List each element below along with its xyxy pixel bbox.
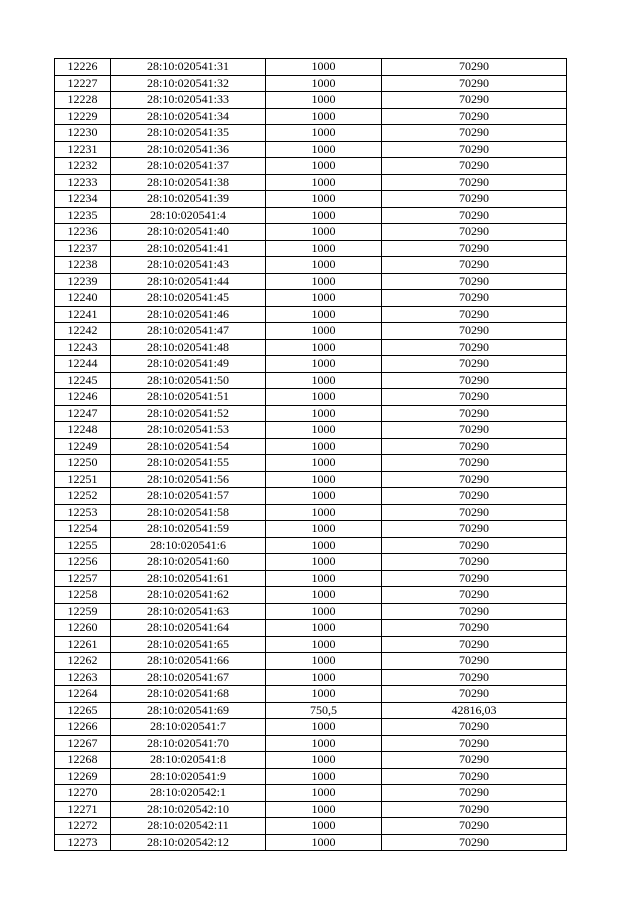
row-number-cell: 12250 — [55, 455, 111, 472]
area-cell: 1000 — [266, 455, 382, 472]
cadastral-number-cell: 28:10:020541:51 — [111, 389, 266, 406]
row-number-cell: 12242 — [55, 323, 111, 340]
table-row — [55, 768, 567, 785]
cadastral-number-cell: 28:10:020541:46 — [111, 306, 266, 323]
value-cell: 70290 — [382, 290, 567, 307]
value-cell: 70290 — [382, 191, 567, 208]
value-cell: 70290 — [382, 834, 567, 851]
table-row — [55, 719, 567, 736]
area-cell: 1000 — [266, 240, 382, 257]
table-row — [55, 224, 567, 241]
value-cell: 70290 — [382, 488, 567, 505]
table-row — [55, 735, 567, 752]
value-cell: 70290 — [382, 356, 567, 373]
cadastral-number-cell: 28:10:020541:64 — [111, 620, 266, 637]
row-number-cell: 12229 — [55, 108, 111, 125]
value-cell: 70290 — [382, 306, 567, 323]
cadastral-number-cell: 28:10:020541:60 — [111, 554, 266, 571]
row-number-cell: 12238 — [55, 257, 111, 274]
value-cell: 70290 — [382, 224, 567, 241]
cadastral-number-cell: 28:10:020541:53 — [111, 422, 266, 439]
area-cell: 1000 — [266, 405, 382, 422]
row-number-cell: 12230 — [55, 125, 111, 142]
row-number-cell: 12245 — [55, 372, 111, 389]
value-cell: 70290 — [382, 207, 567, 224]
value-cell: 70290 — [382, 521, 567, 538]
table-row — [55, 191, 567, 208]
cadastral-number-cell: 28:10:020542:1 — [111, 785, 266, 802]
cadastral-number-cell: 28:10:020541:49 — [111, 356, 266, 373]
area-cell: 1000 — [266, 207, 382, 224]
area-cell: 1000 — [266, 636, 382, 653]
row-number-cell: 12257 — [55, 570, 111, 587]
table-row — [55, 207, 567, 224]
value-cell: 70290 — [382, 92, 567, 109]
table-row — [55, 669, 567, 686]
value-cell: 70290 — [382, 75, 567, 92]
cadastral-number-cell: 28:10:020541:31 — [111, 59, 266, 76]
row-number-cell: 12264 — [55, 686, 111, 703]
value-cell: 70290 — [382, 785, 567, 802]
row-number-cell: 12247 — [55, 405, 111, 422]
table-row — [55, 752, 567, 769]
area-cell: 1000 — [266, 735, 382, 752]
cadastral-number-cell: 28:10:020541:69 — [111, 702, 266, 719]
area-cell: 1000 — [266, 141, 382, 158]
area-cell: 1000 — [266, 438, 382, 455]
value-cell: 70290 — [382, 273, 567, 290]
table-row — [55, 257, 567, 274]
table-row — [55, 455, 567, 472]
row-number-cell: 12243 — [55, 339, 111, 356]
value-cell: 70290 — [382, 686, 567, 703]
value-cell: 70290 — [382, 735, 567, 752]
row-number-cell: 12270 — [55, 785, 111, 802]
table-row — [55, 356, 567, 373]
row-number-cell: 12235 — [55, 207, 111, 224]
value-cell: 70290 — [382, 339, 567, 356]
cadastral-number-cell: 28:10:020542:10 — [111, 801, 266, 818]
table-row — [55, 141, 567, 158]
cadastral-number-cell: 28:10:020541:61 — [111, 570, 266, 587]
value-cell: 70290 — [382, 438, 567, 455]
area-cell: 1000 — [266, 488, 382, 505]
table-row — [55, 818, 567, 835]
row-number-cell: 12232 — [55, 158, 111, 175]
table-row — [55, 59, 567, 76]
cadastral-number-cell: 28:10:020541:8 — [111, 752, 266, 769]
cadastral-number-cell: 28:10:020541:62 — [111, 587, 266, 604]
cadastral-number-cell: 28:10:020541:70 — [111, 735, 266, 752]
area-cell: 1000 — [266, 257, 382, 274]
cadastral-number-cell: 28:10:020541:35 — [111, 125, 266, 142]
value-cell: 70290 — [382, 323, 567, 340]
area-cell: 1000 — [266, 768, 382, 785]
row-number-cell: 12271 — [55, 801, 111, 818]
area-cell: 1000 — [266, 174, 382, 191]
table-row — [55, 620, 567, 637]
value-cell: 70290 — [382, 504, 567, 521]
row-number-cell: 12269 — [55, 768, 111, 785]
cadastral-number-cell: 28:10:020541:43 — [111, 257, 266, 274]
cadastral-number-cell: 28:10:020541:54 — [111, 438, 266, 455]
table-row — [55, 174, 567, 191]
cadastral-number-cell: 28:10:020541:6 — [111, 537, 266, 554]
table-row — [55, 438, 567, 455]
area-cell: 1000 — [266, 389, 382, 406]
row-number-cell: 12263 — [55, 669, 111, 686]
table-row — [55, 702, 567, 719]
row-number-cell: 12231 — [55, 141, 111, 158]
area-cell: 1000 — [266, 719, 382, 736]
area-cell: 1000 — [266, 224, 382, 241]
cadastral-number-cell: 28:10:020541:57 — [111, 488, 266, 505]
value-cell: 70290 — [382, 257, 567, 274]
area-cell: 1000 — [266, 372, 382, 389]
area-cell: 1000 — [266, 290, 382, 307]
table-row — [55, 636, 567, 653]
table-row — [55, 603, 567, 620]
area-cell: 1000 — [266, 669, 382, 686]
row-number-cell: 12262 — [55, 653, 111, 670]
cadastral-number-cell: 28:10:020541:58 — [111, 504, 266, 521]
area-cell: 1000 — [266, 471, 382, 488]
row-number-cell: 12234 — [55, 191, 111, 208]
value-cell: 70290 — [382, 818, 567, 835]
cadastral-number-cell: 28:10:020541:7 — [111, 719, 266, 736]
row-number-cell: 12260 — [55, 620, 111, 637]
cadastral-number-cell: 28:10:020541:55 — [111, 455, 266, 472]
row-number-cell: 12249 — [55, 438, 111, 455]
table-row — [55, 570, 567, 587]
area-cell: 1000 — [266, 504, 382, 521]
area-cell: 1000 — [266, 158, 382, 175]
area-cell: 1000 — [266, 92, 382, 109]
value-cell: 70290 — [382, 603, 567, 620]
table-row — [55, 587, 567, 604]
area-cell: 1000 — [266, 653, 382, 670]
area-cell: 1000 — [266, 834, 382, 851]
table-row — [55, 653, 567, 670]
value-cell: 70290 — [382, 653, 567, 670]
area-cell: 1000 — [266, 59, 382, 76]
table-row — [55, 108, 567, 125]
value-cell: 70290 — [382, 801, 567, 818]
table-row — [55, 339, 567, 356]
cadastral-number-cell: 28:10:020542:11 — [111, 818, 266, 835]
row-number-cell: 12226 — [55, 59, 111, 76]
table-row — [55, 537, 567, 554]
registry-table — [54, 58, 567, 851]
value-cell: 70290 — [382, 554, 567, 571]
cadastral-number-cell: 28:10:020541:50 — [111, 372, 266, 389]
value-cell: 70290 — [382, 719, 567, 736]
value-cell: 70290 — [382, 587, 567, 604]
value-cell: 70290 — [382, 422, 567, 439]
area-cell: 1000 — [266, 570, 382, 587]
cadastral-number-cell: 28:10:020541:33 — [111, 92, 266, 109]
row-number-cell: 12267 — [55, 735, 111, 752]
table-row — [55, 554, 567, 571]
area-cell: 1000 — [266, 323, 382, 340]
area-cell: 1000 — [266, 752, 382, 769]
table-row — [55, 686, 567, 703]
value-cell: 70290 — [382, 570, 567, 587]
cadastral-number-cell: 28:10:020541:40 — [111, 224, 266, 241]
table-row — [55, 158, 567, 175]
value-cell: 70290 — [382, 636, 567, 653]
cadastral-number-cell: 28:10:020541:4 — [111, 207, 266, 224]
table-row — [55, 785, 567, 802]
table-row — [55, 405, 567, 422]
row-number-cell: 12261 — [55, 636, 111, 653]
cadastral-number-cell: 28:10:020541:39 — [111, 191, 266, 208]
area-cell: 1000 — [266, 620, 382, 637]
cadastral-number-cell: 28:10:020541:44 — [111, 273, 266, 290]
table-row — [55, 125, 567, 142]
row-number-cell: 12255 — [55, 537, 111, 554]
row-number-cell: 12251 — [55, 471, 111, 488]
area-cell: 1000 — [266, 422, 382, 439]
row-number-cell: 12253 — [55, 504, 111, 521]
value-cell: 70290 — [382, 158, 567, 175]
area-cell: 1000 — [266, 191, 382, 208]
value-cell: 70290 — [382, 752, 567, 769]
row-number-cell: 12241 — [55, 306, 111, 323]
table-row — [55, 290, 567, 307]
value-cell: 70290 — [382, 240, 567, 257]
table-row — [55, 471, 567, 488]
cadastral-number-cell: 28:10:020541:34 — [111, 108, 266, 125]
cadastral-number-cell: 28:10:020541:66 — [111, 653, 266, 670]
cadastral-number-cell: 28:10:020541:9 — [111, 768, 266, 785]
value-cell: 70290 — [382, 405, 567, 422]
table-row — [55, 323, 567, 340]
table-row — [55, 488, 567, 505]
table-row — [55, 422, 567, 439]
area-cell: 1000 — [266, 537, 382, 554]
area-cell: 1000 — [266, 587, 382, 604]
area-cell: 1000 — [266, 356, 382, 373]
table-row — [55, 372, 567, 389]
area-cell: 1000 — [266, 801, 382, 818]
table-row — [55, 801, 567, 818]
value-cell: 70290 — [382, 389, 567, 406]
row-number-cell: 12236 — [55, 224, 111, 241]
cadastral-number-cell: 28:10:020541:37 — [111, 158, 266, 175]
cadastral-number-cell: 28:10:020541:52 — [111, 405, 266, 422]
row-number-cell: 12266 — [55, 719, 111, 736]
area-cell: 1000 — [266, 521, 382, 538]
cadastral-number-cell: 28:10:020541:68 — [111, 686, 266, 703]
row-number-cell: 12228 — [55, 92, 111, 109]
cadastral-number-cell: 28:10:020541:48 — [111, 339, 266, 356]
cadastral-number-cell: 28:10:020541:36 — [111, 141, 266, 158]
area-cell: 1000 — [266, 306, 382, 323]
area-cell: 1000 — [266, 554, 382, 571]
table-row — [55, 834, 567, 851]
area-cell: 1000 — [266, 75, 382, 92]
area-cell: 1000 — [266, 273, 382, 290]
table-row — [55, 521, 567, 538]
row-number-cell: 12227 — [55, 75, 111, 92]
value-cell: 70290 — [382, 372, 567, 389]
cadastral-number-cell: 28:10:020541:41 — [111, 240, 266, 257]
cadastral-number-cell: 28:10:020541:65 — [111, 636, 266, 653]
row-number-cell: 12272 — [55, 818, 111, 835]
cadastral-number-cell: 28:10:020541:47 — [111, 323, 266, 340]
cadastral-number-cell: 28:10:020541:45 — [111, 290, 266, 307]
value-cell: 70290 — [382, 108, 567, 125]
row-number-cell: 12254 — [55, 521, 111, 538]
registry-table-body — [55, 59, 567, 851]
row-number-cell: 12239 — [55, 273, 111, 290]
row-number-cell: 12268 — [55, 752, 111, 769]
value-cell: 70290 — [382, 620, 567, 637]
value-cell: 70290 — [382, 768, 567, 785]
value-cell: 42816,03 — [382, 702, 567, 719]
row-number-cell: 12240 — [55, 290, 111, 307]
table-row — [55, 389, 567, 406]
value-cell: 70290 — [382, 537, 567, 554]
cadastral-number-cell: 28:10:020541:67 — [111, 669, 266, 686]
table-row — [55, 92, 567, 109]
area-cell: 1000 — [266, 603, 382, 620]
value-cell: 70290 — [382, 471, 567, 488]
value-cell: 70290 — [382, 174, 567, 191]
value-cell: 70290 — [382, 669, 567, 686]
row-number-cell: 12252 — [55, 488, 111, 505]
value-cell: 70290 — [382, 141, 567, 158]
row-number-cell: 12233 — [55, 174, 111, 191]
table-row — [55, 504, 567, 521]
table-row — [55, 273, 567, 290]
row-number-cell: 12244 — [55, 356, 111, 373]
value-cell: 70290 — [382, 59, 567, 76]
row-number-cell: 12256 — [55, 554, 111, 571]
table-row — [55, 240, 567, 257]
area-cell: 750,5 — [266, 702, 382, 719]
row-number-cell: 12258 — [55, 587, 111, 604]
row-number-cell: 12248 — [55, 422, 111, 439]
table-row — [55, 306, 567, 323]
area-cell: 1000 — [266, 339, 382, 356]
row-number-cell: 12273 — [55, 834, 111, 851]
cadastral-number-cell: 28:10:020541:56 — [111, 471, 266, 488]
cadastral-number-cell: 28:10:020541:63 — [111, 603, 266, 620]
area-cell: 1000 — [266, 818, 382, 835]
value-cell: 70290 — [382, 125, 567, 142]
cadastral-number-cell: 28:10:020541:32 — [111, 75, 266, 92]
row-number-cell: 12259 — [55, 603, 111, 620]
area-cell: 1000 — [266, 785, 382, 802]
area-cell: 1000 — [266, 108, 382, 125]
row-number-cell: 12237 — [55, 240, 111, 257]
value-cell: 70290 — [382, 455, 567, 472]
table-row — [55, 75, 567, 92]
cadastral-number-cell: 28:10:020541:59 — [111, 521, 266, 538]
cadastral-number-cell: 28:10:020541:38 — [111, 174, 266, 191]
cadastral-number-cell: 28:10:020542:12 — [111, 834, 266, 851]
row-number-cell: 12265 — [55, 702, 111, 719]
area-cell: 1000 — [266, 686, 382, 703]
area-cell: 1000 — [266, 125, 382, 142]
row-number-cell: 12246 — [55, 389, 111, 406]
